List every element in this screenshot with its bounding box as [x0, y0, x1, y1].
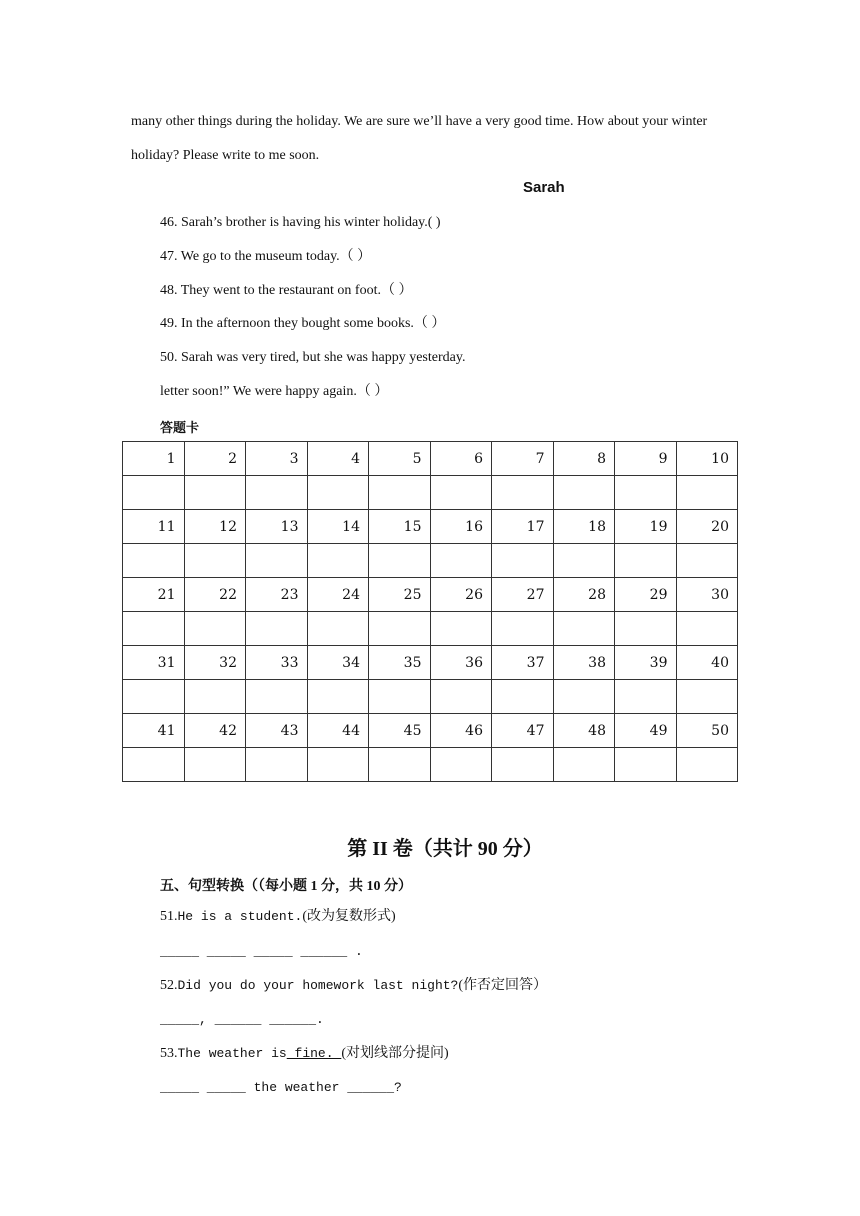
- grid-answer-cell[interactable]: [492, 476, 554, 510]
- grid-answer-cell[interactable]: [123, 680, 185, 714]
- question-50-continuation: letter soon!” We were happy again.（ ）: [160, 384, 389, 399]
- question-51: [160, 908, 396, 926]
- grid-answer-cell[interactable]: [676, 680, 738, 714]
- grid-answer-cell[interactable]: [430, 680, 492, 714]
- grid-answer-cell[interactable]: [184, 612, 246, 646]
- grid-number-cell: 16: [430, 510, 492, 544]
- grid-answer-cell[interactable]: [307, 544, 369, 578]
- grid-number-cell: 28: [553, 578, 615, 612]
- q52-number: 52.: [160, 978, 178, 993]
- grid-answer-cell[interactable]: [369, 476, 431, 510]
- grid-answer-row: [123, 612, 738, 646]
- grid-answer-cell[interactable]: [430, 544, 492, 578]
- grid-number-cell: 39: [615, 646, 677, 680]
- grid-answer-cell[interactable]: [123, 544, 185, 578]
- q51-instruction: (改为复数形式): [302, 909, 396, 924]
- grid-answer-cell[interactable]: [615, 476, 677, 510]
- grid-number-row: [123, 646, 738, 680]
- grid-number-cell: 7: [492, 442, 554, 476]
- grid-answer-row: [123, 544, 738, 578]
- grid-answer-cell[interactable]: [184, 680, 246, 714]
- grid-answer-cell[interactable]: [123, 612, 185, 646]
- grid-answer-cell[interactable]: [430, 748, 492, 782]
- section-five-heading: 五、句型转换（（每小题 1 分，共 10 分）: [160, 879, 412, 894]
- grid-answer-cell[interactable]: [246, 544, 308, 578]
- grid-answer-row: [123, 680, 738, 714]
- grid-number-cell: 15: [369, 510, 431, 544]
- grid-number-cell: 3: [246, 442, 308, 476]
- grid-number-cell: 26: [430, 578, 492, 612]
- grid-answer-cell[interactable]: [615, 612, 677, 646]
- grid-number-cell: 45: [369, 714, 431, 748]
- grid-answer-cell[interactable]: [246, 748, 308, 782]
- passage-line-2: holiday? Please write to me soon.: [131, 148, 320, 163]
- grid-number-cell: 10: [676, 442, 738, 476]
- grid-answer-cell[interactable]: [184, 476, 246, 510]
- grid-number-cell: 12: [184, 510, 246, 544]
- grid-number-row: [123, 578, 738, 612]
- grid-number-cell: 44: [307, 714, 369, 748]
- grid-answer-cell[interactable]: [492, 680, 554, 714]
- grid-number-cell: 4: [307, 442, 369, 476]
- grid-answer-cell[interactable]: [553, 544, 615, 578]
- grid-number-cell: 5: [369, 442, 431, 476]
- grid-number-cell: 31: [123, 646, 185, 680]
- grid-answer-cell[interactable]: [369, 680, 431, 714]
- grid-number-cell: 22: [184, 578, 246, 612]
- grid-number-cell: 19: [615, 510, 677, 544]
- grid-answer-cell[interactable]: [615, 748, 677, 782]
- grid-number-cell: 14: [307, 510, 369, 544]
- grid-answer-row: [123, 476, 738, 510]
- grid-answer-cell[interactable]: [369, 544, 431, 578]
- grid-answer-cell[interactable]: [307, 748, 369, 782]
- grid-number-row: [123, 510, 738, 544]
- grid-number-cell: 1: [123, 442, 185, 476]
- q51-sentence: He is a student.: [177, 909, 303, 924]
- q53-underlined-word: fine.: [286, 1046, 342, 1061]
- grid-number-cell: 34: [307, 646, 369, 680]
- q52-answer-line[interactable]: _____, ______ ______.: [160, 1012, 324, 1027]
- grid-number-cell: 36: [430, 646, 492, 680]
- grid-number-cell: 2: [184, 442, 246, 476]
- grid-answer-cell[interactable]: [369, 612, 431, 646]
- grid-number-cell: 48: [553, 714, 615, 748]
- grid-number-cell: 23: [246, 578, 308, 612]
- grid-number-cell: 47: [492, 714, 554, 748]
- grid-number-cell: 8: [553, 442, 615, 476]
- grid-answer-row: [123, 748, 738, 782]
- grid-number-cell: 29: [615, 578, 677, 612]
- grid-answer-cell[interactable]: [307, 612, 369, 646]
- grid-number-cell: 24: [307, 578, 369, 612]
- question-53: [160, 1045, 449, 1063]
- grid-answer-cell[interactable]: [307, 680, 369, 714]
- grid-answer-cell[interactable]: [553, 612, 615, 646]
- grid-number-cell: 43: [246, 714, 308, 748]
- grid-answer-cell[interactable]: [615, 544, 677, 578]
- grid-answer-cell[interactable]: [430, 612, 492, 646]
- grid-number-cell: 32: [184, 646, 246, 680]
- grid-answer-cell[interactable]: [246, 612, 308, 646]
- q53-instruction: (对划线部分提问): [341, 1046, 449, 1061]
- answer-card-title: 答题卡: [160, 420, 200, 435]
- grid-number-cell: 27: [492, 578, 554, 612]
- grid-answer-cell[interactable]: [553, 680, 615, 714]
- grid-answer-cell[interactable]: [123, 476, 185, 510]
- passage-line-1: many other things during the holiday. We are sure we’ll have a very good time. How about your winter: [131, 114, 708, 129]
- grid-number-cell: 21: [123, 578, 185, 612]
- grid-answer-cell[interactable]: [676, 476, 738, 510]
- grid-answer-cell[interactable]: [553, 476, 615, 510]
- grid-number-cell: 9: [615, 442, 677, 476]
- answer-grid: [122, 441, 738, 782]
- grid-answer-cell[interactable]: [184, 544, 246, 578]
- q51-number: 51.: [160, 909, 178, 924]
- question-50: 50. Sarah was very tired, but she was happy yesterday.: [160, 350, 466, 365]
- grid-number-cell: 13: [246, 510, 308, 544]
- grid-number-row: [123, 714, 738, 748]
- letter-signature: Sarah: [523, 179, 565, 196]
- part-two-title: 第 II 卷（共计 90 分）: [347, 838, 543, 860]
- question-52: [160, 977, 547, 995]
- grid-number-cell: 49: [615, 714, 677, 748]
- grid-answer-cell[interactable]: [123, 748, 185, 782]
- grid-number-cell: 11: [123, 510, 185, 544]
- grid-answer-cell[interactable]: [615, 680, 677, 714]
- grid-answer-cell[interactable]: [492, 544, 554, 578]
- grid-answer-cell[interactable]: [492, 748, 554, 782]
- grid-answer-cell[interactable]: [553, 748, 615, 782]
- grid-number-cell: 17: [492, 510, 554, 544]
- q53-number: 53.: [160, 1046, 178, 1061]
- question-46: 46. Sarah’s brother is having his winter holiday.( ): [160, 215, 441, 230]
- grid-number-cell: 41: [123, 714, 185, 748]
- grid-answer-cell[interactable]: [307, 476, 369, 510]
- grid-answer-cell[interactable]: [492, 612, 554, 646]
- question-49: 49. In the afternoon they bought some books.（ ）: [160, 316, 446, 331]
- q52-instruction: (作否定回答）: [458, 978, 548, 993]
- grid-number-cell: 6: [430, 442, 492, 476]
- question-48: 48. They went to the restaurant on foot.（ ）: [160, 283, 413, 298]
- q51-answer-line[interactable]: _____ _____ _____ ______ .: [160, 944, 363, 959]
- grid-answer-cell[interactable]: [369, 748, 431, 782]
- grid-number-row: [123, 442, 738, 476]
- grid-number-cell: 18: [553, 510, 615, 544]
- grid-number-cell: 42: [184, 714, 246, 748]
- q53-answer-line[interactable]: _____ _____ the weather ______?: [160, 1080, 402, 1095]
- grid-answer-cell[interactable]: [430, 476, 492, 510]
- grid-number-cell: 30: [676, 578, 738, 612]
- grid-answer-cell[interactable]: [246, 476, 308, 510]
- grid-number-cell: 46: [430, 714, 492, 748]
- q52-sentence: Did you do your homework last night?: [177, 978, 459, 993]
- grid-number-cell: 40: [676, 646, 738, 680]
- grid-number-cell: 25: [369, 578, 431, 612]
- grid-answer-cell[interactable]: [676, 544, 738, 578]
- grid-answer-cell[interactable]: [676, 612, 738, 646]
- grid-number-cell: 35: [369, 646, 431, 680]
- grid-number-cell: 33: [246, 646, 308, 680]
- grid-answer-cell[interactable]: [184, 748, 246, 782]
- q53-sentence: The weather is: [177, 1046, 287, 1061]
- grid-number-cell: 50: [676, 714, 738, 748]
- grid-answer-cell[interactable]: [246, 680, 308, 714]
- grid-number-cell: 37: [492, 646, 554, 680]
- grid-number-cell: 38: [553, 646, 615, 680]
- grid-answer-cell[interactable]: [676, 748, 738, 782]
- question-47: 47. We go to the museum today.（ ）: [160, 249, 372, 264]
- grid-number-cell: 20: [676, 510, 738, 544]
